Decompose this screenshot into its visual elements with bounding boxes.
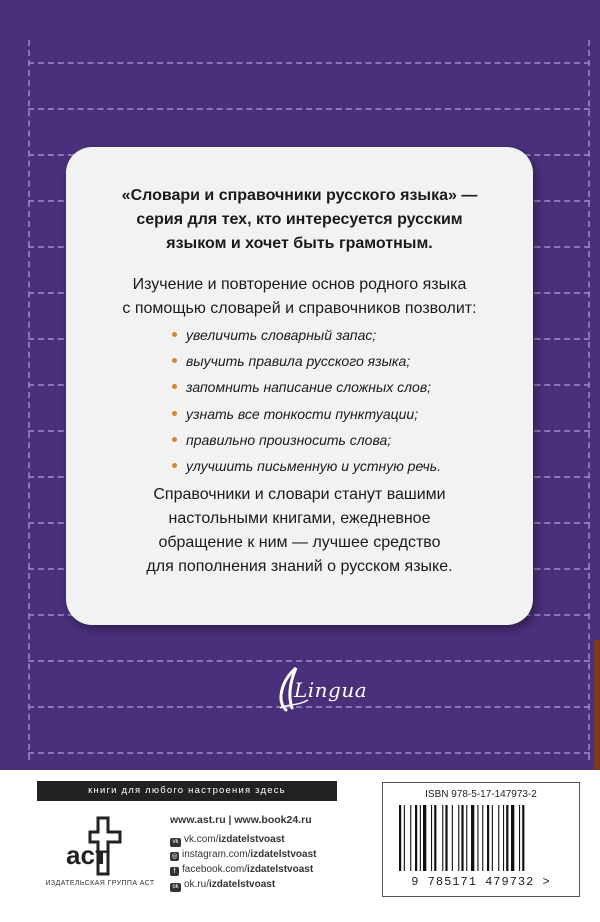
spine-edge <box>594 640 600 780</box>
social-links <box>170 832 317 892</box>
list-item: улучшить письменную и устную речь. <box>172 453 441 479</box>
heading-line: «Словари и справочники русского языка» — <box>121 187 478 204</box>
list-item: выучить правила русского языка; <box>172 348 441 374</box>
list-item: узнать все тонкости пунктуации; <box>172 401 441 427</box>
social-link[interactable]: vk vk.com/izdatelstvoast <box>170 832 317 847</box>
bullet-dot-icon <box>172 411 177 416</box>
isbn-barcode-box <box>382 782 580 897</box>
closing-text <box>66 483 533 579</box>
ruled-line <box>28 108 590 110</box>
closing-line: Справочники и словари станут вашими <box>153 486 446 503</box>
social-link[interactable]: ◎ instagram.com/izdatelstvoast <box>171 849 317 860</box>
vk-icon: vk <box>170 838 181 847</box>
ast-cross-icon <box>62 814 132 878</box>
list-item: правильно произносить слова; <box>172 427 441 453</box>
publisher-caption: ИЗДАТЕЛЬСКАЯ ГРУППА АСТ <box>45 880 155 887</box>
ast-logo-text: аст <box>66 840 108 870</box>
slogan-bar: книги для любого настроения здесь <box>37 781 337 801</box>
bullet-dot-icon <box>172 358 177 363</box>
facebook-icon: f <box>170 867 179 876</box>
heading-line: серия для тех, кто интересуется русским <box>136 211 463 228</box>
intro-line: с помощью словарей и справочников позволит: <box>122 300 477 317</box>
margin-line <box>28 40 30 760</box>
closing-line: обращение к ним — лучшее средство <box>158 534 441 551</box>
description-card <box>66 147 533 625</box>
intro-line: Изучение и повторение основ родного языка <box>132 276 467 293</box>
barcode-icon <box>395 805 565 871</box>
instagram-icon: ◎ <box>171 853 178 860</box>
closing-line: настольными книгами, ежедневное <box>168 510 431 527</box>
imprint-panel <box>0 770 600 922</box>
bullet-dot-icon <box>172 384 177 389</box>
list-item: увеличить словарный запас; <box>172 322 441 348</box>
list-item: запомнить написание сложных слов; <box>172 374 441 400</box>
bullet-dot-icon <box>172 437 177 442</box>
margin-line <box>588 40 590 760</box>
odnoklassniki-icon: ok <box>170 883 181 892</box>
website-links[interactable]: www.ast.ru | www.book24.ru <box>170 814 312 826</box>
ast-logo <box>62 814 132 878</box>
bullet-dot-icon <box>172 332 177 337</box>
intro-text <box>66 273 533 321</box>
barcode-digits: 9 785171 479732 > <box>411 875 551 889</box>
lingua-series-logo <box>268 660 368 716</box>
ruled-line <box>28 752 590 754</box>
heading-line: языком и хочет быть грамотным. <box>166 235 433 252</box>
ruled-line <box>28 62 590 64</box>
closing-line: для пополнения знаний о русском языке. <box>146 558 453 575</box>
card-heading <box>66 184 533 256</box>
social-link[interactable]: f facebook.com/izdatelstvoast <box>170 862 317 877</box>
social-link[interactable]: ok ok.ru/izdatelstvoast <box>170 877 317 892</box>
isbn-number: ISBN 978-5-17-147973-2 <box>425 789 537 800</box>
lingua-wordmark: Lingua <box>294 678 368 702</box>
benefits-list <box>172 322 441 479</box>
bullet-dot-icon <box>172 463 177 468</box>
